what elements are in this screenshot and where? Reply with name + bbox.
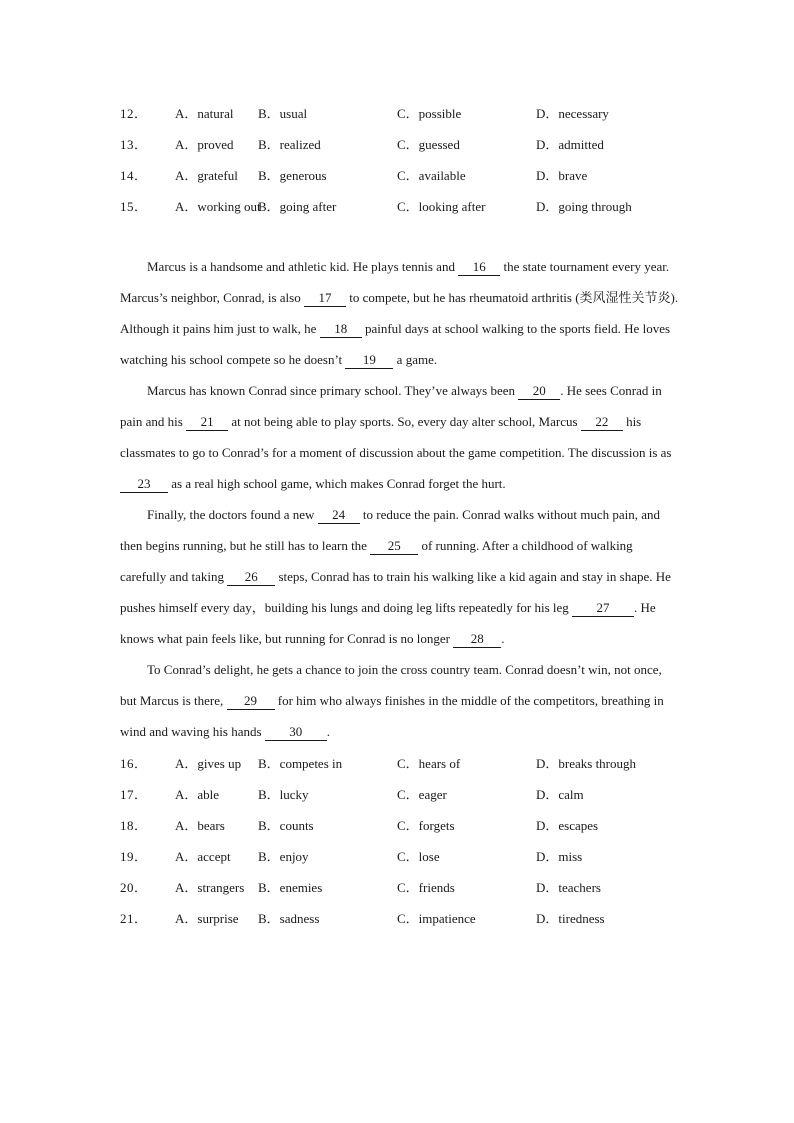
- question-number: 19．: [120, 849, 148, 864]
- option-b: B．enemies: [258, 880, 323, 895]
- passage-text: his classmates to go to Conrad’s for a moment of discussion about the game competition. The discussion is as: [120, 414, 672, 460]
- option-d: D．breaks through: [536, 756, 637, 771]
- passage-text: a game.: [393, 352, 438, 367]
- option-d: D．miss: [536, 849, 583, 864]
- passage-text: as a real high school game, which makes Conrad forget the hurt.: [168, 476, 506, 491]
- option-b: B．enjoy: [258, 849, 309, 864]
- document-page: [120, 97, 680, 933]
- options-block-12-15: [120, 97, 680, 221]
- passage-text: To Conrad’s delight, he gets a chance to join the cross country team. Conrad doesn’t win, not once, but Marcus is there,: [120, 662, 662, 708]
- question-row: [120, 747, 680, 778]
- question-row: [120, 128, 680, 159]
- passage-text: Marcus has known Conrad since primary school. They’ve always been: [147, 383, 519, 398]
- question-row: [120, 778, 680, 809]
- option-a: A．proved: [175, 137, 234, 152]
- option-c: C．eager: [397, 787, 447, 802]
- passage-text: of running. After a childhood of walking carefully and taking: [120, 538, 633, 584]
- option-d: D．admitted: [536, 137, 604, 152]
- blank-18: 18: [320, 321, 362, 338]
- question-number: 12．: [120, 106, 148, 121]
- option-c: C．available: [397, 168, 466, 183]
- option-d: D．brave: [536, 168, 588, 183]
- question-number: 14．: [120, 168, 148, 183]
- option-b: B．counts: [258, 818, 314, 833]
- question-row: [120, 159, 680, 190]
- cloze-passage: [120, 251, 680, 747]
- question-row: [120, 871, 680, 902]
- option-d: D．escapes: [536, 818, 599, 833]
- option-d: D．tiredness: [536, 911, 605, 926]
- option-d: D．teachers: [536, 880, 601, 895]
- passage-text: Finally, the doctors found a new: [147, 507, 318, 522]
- question-row: [120, 840, 680, 871]
- passage-text: Marcus is a handsome and athletic kid. He plays tennis and: [147, 259, 459, 274]
- passage-text: to reduce the pain. Conrad walks without much pain, and then begins running, but he still has to learn the: [120, 507, 661, 553]
- question-number: 21．: [120, 911, 148, 926]
- question-number: 20．: [120, 880, 148, 895]
- option-c: C．lose: [397, 849, 440, 864]
- question-row: [120, 97, 680, 128]
- question-number: 15．: [120, 199, 148, 214]
- option-a: A．natural: [175, 106, 234, 121]
- option-d: D．calm: [536, 787, 584, 802]
- passage-text: . He sees Conrad in pain and his: [120, 383, 662, 429]
- option-a: A．grateful: [175, 168, 238, 183]
- option-c: C．possible: [397, 106, 462, 121]
- blank-16: 16: [458, 259, 500, 276]
- passage-text: .: [501, 631, 505, 646]
- option-a: A．strangers: [175, 880, 245, 895]
- passage-text: the state tournament every year. Marcus’s neighbor, Conrad, is also: [120, 259, 670, 305]
- option-d: D．necessary: [536, 106, 609, 121]
- option-c: C．forgets: [397, 818, 455, 833]
- option-b: B．usual: [258, 106, 308, 121]
- blank-22: 22: [581, 414, 623, 431]
- blank-19: 19: [345, 352, 393, 369]
- option-c: C．guessed: [397, 137, 460, 152]
- option-d: D．going through: [536, 199, 632, 214]
- passage-text: for him who always finishes in the middle of the competitors, breathing in wind and waving his hands: [120, 693, 664, 739]
- passage-text: steps, Conrad has to train his walking like a kid again and stay in shape. He pushes himself every day，building his lungs and doing leg lifts repeatedly for his leg: [120, 569, 671, 615]
- option-b: B．competes in: [258, 756, 343, 771]
- question-row: [120, 809, 680, 840]
- passage-paragraph-1: [120, 251, 680, 375]
- option-b: B．sadness: [258, 911, 320, 926]
- question-row: [120, 902, 680, 933]
- question-number: 13．: [120, 137, 148, 152]
- options-block-16-21: [120, 747, 680, 933]
- option-a: A．working out: [175, 199, 261, 214]
- blank-20: 20: [518, 383, 560, 400]
- passage-text: to compete, but he has rheumatoid arthritis (类风湿性关节炎). Although it pains him just to walk, he: [120, 290, 679, 336]
- blank-25: 25: [370, 538, 418, 555]
- option-c: C．friends: [397, 880, 455, 895]
- blank-30: 30: [265, 724, 327, 741]
- option-b: B．lucky: [258, 787, 309, 802]
- option-c: C．hears of: [397, 756, 461, 771]
- question-number: 18．: [120, 818, 148, 833]
- option-c: C．impatience: [397, 911, 476, 926]
- option-a: A．gives up: [175, 756, 242, 771]
- blank-24: 24: [318, 507, 360, 524]
- option-a: A．bears: [175, 818, 225, 833]
- option-c: C．looking after: [397, 199, 486, 214]
- passage-paragraph-2: [120, 375, 680, 499]
- blank-27: 27: [572, 600, 634, 617]
- blank-23: 23: [120, 476, 168, 493]
- blank-17: 17: [304, 290, 346, 307]
- option-b: B．realized: [258, 137, 321, 152]
- passage-text: painful days at school walking to the sports field. He loves watching his school compete so he doesn’t: [120, 321, 671, 367]
- option-b: B．generous: [258, 168, 327, 183]
- passage-paragraph-3: [120, 499, 680, 654]
- passage-text: . He knows what pain feels like, but running for Conrad is no longer: [120, 600, 656, 646]
- option-a: A．surprise: [175, 911, 239, 926]
- blank-26: 26: [227, 569, 275, 586]
- passage-text: .: [326, 724, 331, 739]
- option-a: A．able: [175, 787, 220, 802]
- blank-21: 21: [186, 414, 228, 431]
- question-number: 16．: [120, 756, 148, 771]
- blank-29: 29: [227, 693, 275, 710]
- question-row: [120, 190, 680, 221]
- option-b: B．going after: [258, 199, 337, 214]
- question-number: 17．: [120, 787, 148, 802]
- blank-28: 28: [453, 631, 501, 648]
- option-a: A．accept: [175, 849, 231, 864]
- passage-text: at not being able to play sports. So, every day alter school, Marcus: [228, 414, 581, 429]
- passage-paragraph-4: [120, 654, 680, 747]
